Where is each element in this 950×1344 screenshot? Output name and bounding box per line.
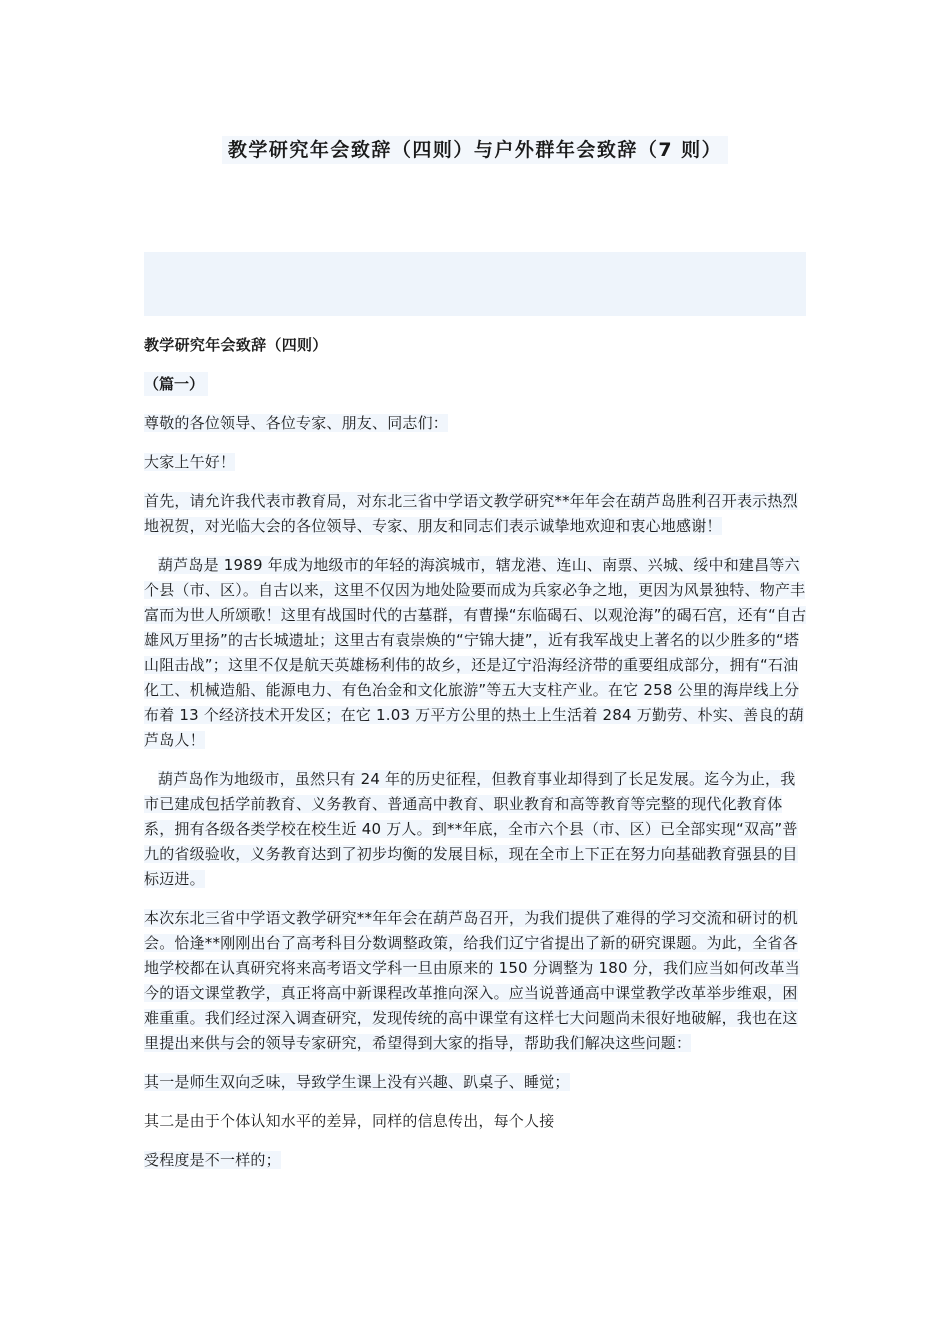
- paragraph-issue-two-cont: [144, 1148, 808, 1173]
- section-heading: 教学研究年会致辞（四则）: [144, 336, 328, 354]
- paragraph-text: 首先，请允许我代表市教育局，对东北三省中学语文教学研究**年年会在葫芦岛胜利召开表示热烈地祝贺，对光临大会的各位领导、专家、朋友和同志们表示诚挚地欢迎和衷心地感谢！: [144, 492, 798, 535]
- paragraph-text: 葫芦岛作为地级市，虽然只有 24 年的历史征程，但教育事业却得到了长足发展。迄今为止，我市已建成包括学前教育、义务教育、普通高中教育、职业教育和高等教育等完整的现代化教育体系，拥有各级各类学校在校生近 40 万人。到**年底，全市六个县（市、区）已全部实现“双高”普九的省级验收，义务教育达到了初步均衡的发展目标，现在全市上下正在努力向基础教育强县的目标迈进。: [144, 770, 798, 888]
- paragraph-conference: [144, 906, 808, 1056]
- paragraph-issue-one: [144, 1070, 808, 1095]
- paragraph-text: 葫芦岛是 1989 年成为地级市的年轻的海滨城市，辖龙港、连山、南票、兴城、绥中和建昌等六个县（市、区）。自古以来，这里不仅因为地处险要而成为兵家必争之地，更因为风景独特、物产丰富而为世人所颂歌！这里有战国时代的古墓群，有曹操“东临碣石、以观沧海”的碣石宫，还有“自古雄风万里扬”的古长城遗址；这里古有袁崇焕的“宁锦大捷”，近有我军战史上著名的以少胜多的“塔山阻击战”；这里不仅是航天英雄杨利伟的故乡，还是辽宁沿海经济带的重要组成部分，拥有“石油化工、机械造船、能源电力、有色冶金和文化旅游”等五大支柱产业。在它 258 公里的海岸线上分布着 13 个经济技术开发区；在它 1.03 万平方公里的热土上生活着 284 万勤劳、朴实、善良的葫芦岛人！: [144, 556, 807, 749]
- paragraph-text: 受程度是不一样的；: [144, 1151, 281, 1169]
- blank-banner: [144, 252, 806, 316]
- paragraph-opening: [144, 489, 808, 539]
- paragraph-education: [144, 767, 808, 892]
- paragraph-issue-two: [144, 1109, 808, 1134]
- paragraph-text: 本次东北三省中学语文教学研究**年年会在葫芦岛召开，为我们提供了难得的学习交流和研讨的机会。恰逢**刚刚出台了高考科目分数调整政策，给我们辽宁省提出了新的研究课题。为此，全省各地学校都在认真研究将来高考语文学科一旦由原来的 150 分调整为 180 分，我们应当如何改革当今的语文课堂教学，真正将高中新课程改革推向深入。应当说普通高中课堂教学改革举步维艰，困难重重。我们经过深入调查研究，发现传统的高中课堂有这样七大问题尚未很好地破解，我也在这里提出来供与会的领导专家研究，希望得到大家的指导，帮助我们解决这些问题：: [144, 909, 800, 1052]
- paragraph-text: 其二是由于个体认知水平的差异，同样的信息传出，每个人接: [144, 1112, 555, 1130]
- paragraph-text: 大家上午好！: [144, 453, 236, 471]
- document-title-wrap: [0, 136, 950, 164]
- paragraph-salutation: [144, 411, 808, 436]
- paragraph-city-intro: [144, 553, 808, 753]
- document-title: 教学研究年会致辞（四则）与户外群年会致辞（7 则）: [222, 136, 728, 164]
- paragraph-text: 其一是师生双向乏味，导致学生课上没有兴趣、趴桌子、睡觉；: [144, 1073, 570, 1091]
- paragraph-text: 尊敬的各位领导、各位专家、朋友、同志们：: [144, 414, 449, 432]
- document-body: [144, 333, 808, 1187]
- paragraph-greeting: [144, 450, 808, 475]
- part-heading: （篇一）: [144, 372, 208, 396]
